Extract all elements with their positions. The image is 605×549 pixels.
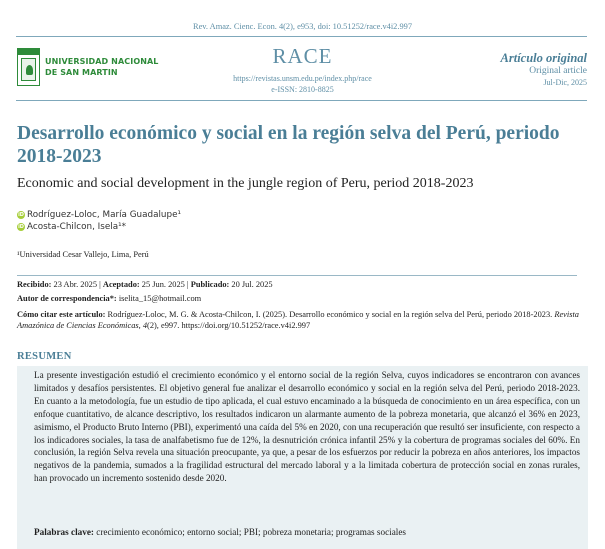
journal-name: RACE <box>272 44 333 68</box>
journal-url[interactable]: https://revistas.unsm.edu.pe/index.php/race <box>233 74 372 83</box>
citation-journal: Revista Amazónica de Ciencias Económicas <box>17 310 579 330</box>
citation-reference: Rev. Amaz. Cienc. Econ. 4(2), e953, doi: 10.51252/race.v4i2.997 <box>192 22 413 31</box>
accepted-date: 25 Jun. 2025 <box>141 280 185 289</box>
abstract-text: La presente investigación estudió el crecimiento económico y el entorno social de la región Selva, cuyos indicadores se encontraron con avances limitados y desafíos persistentes. El objetivo general fue analizar el desarrollo económico y social en la región selva del Perú, periodo 2018-2023. En cuanto a la metodología, fue un estudio de tipo aplicada, el cual estuvo encaminado a la búsqueda de conocimiento en un área específica, con un enfoque cuantitativo, de alcance descriptivo, los resultados indicaron un alarmante aumento de la pobreza monetaria, que alcanzó el 36% en 2023, asimismo, el Producto Bruto Interno (PBI), experimentó una caída del 5% en 2020, con una recuperación que resultó ser insuficiente, con respecto a los indicadores sociales, la tasa de analfabetismo fue de 12%, la desnutrición crónica infantil 25% y la cobertura de programas sociales del 60%. En conclusión, la región Selva revela una situación preocupante, ya que, a pesar de los esfuerzos por reducir la pobreza en años anteriores, los impactos negativos de la pandemia, sumados a la fragilidad estructural del mercado laboral y a la limitada cobertura de protección social en zonas rurales, han provocado un incremento sostenido desde 2020. <box>34 370 580 484</box>
citation-doi[interactable]: (2), e997. https://doi.org/10.51252/race.v4i2.997 <box>147 321 311 330</box>
article-title-english: Economic and social development in the jungle region of Peru, period 2018-2023 <box>17 176 474 191</box>
university-logo <box>17 48 159 86</box>
how-to-cite: Cómo citar este artículo: Rodríguez-Loloc, M. G. & Acosta-Chilcon, I. (2025). Desarrollo económico y social en la región selva del Perú, periodo 2018-2023. Revista Amazónica de Ciencias Económicas, 4(2), e997. https://doi.org/10.51252/race.v4i2.997 <box>17 310 579 330</box>
keywords <box>34 526 580 538</box>
correspondence-email[interactable]: iselita_15@hotmail.com <box>118 294 202 303</box>
header-divider <box>16 100 587 101</box>
university-name <box>45 56 159 78</box>
university-shield-icon <box>17 48 40 86</box>
citation-volume: 4 <box>142 321 148 330</box>
received-label: Recibido: <box>17 280 52 289</box>
top-divider <box>16 36 587 37</box>
article-type-block <box>501 51 587 88</box>
orcid-icon[interactable]: iD <box>18 224 24 230</box>
published-label: Publicado: <box>190 280 230 289</box>
university-name-line2: DE SAN MARTIN <box>45 68 118 77</box>
orcid-icon[interactable]: iD <box>18 212 24 218</box>
author-name: Acosta-Chilcon, Isela <box>27 222 119 232</box>
journal-issn: e-ISSN: 2810-8825 <box>271 84 334 94</box>
how-to-cite-label: Cómo citar este artículo: <box>17 310 106 319</box>
citation-text: Rodríguez-Loloc, M. G. & Acosta-Chilcon, I. (2025). Desarrollo económico y social en la región selva del Perú, periodo 2018-2023. <box>107 310 553 319</box>
author-item[interactable] <box>17 221 181 233</box>
correspondence <box>17 293 587 304</box>
publication-dates: Recibido: 23 Abr. 2025 | Aceptado: 25 Jun. 2025 | Publicado: 20 Jul. 2025 <box>17 280 273 289</box>
author-mark: ¹* <box>118 222 127 232</box>
journal-block <box>200 44 405 95</box>
affiliation: ¹Universidad Cesar Vallejo, Lima, Perú <box>17 250 149 259</box>
author-name: Rodríguez-Loloc, María Guadalupe <box>27 210 178 220</box>
article-type-en: Original article <box>529 66 587 76</box>
author-item[interactable] <box>17 209 181 221</box>
received-date: 23 Abr. 2025 <box>53 280 98 289</box>
keywords-label: Palabras clave: <box>34 527 94 537</box>
correspondence-label: Autor de correspondencia*: <box>17 294 117 303</box>
accepted-label: Aceptado: <box>102 280 140 289</box>
author-list <box>17 209 181 233</box>
meta-divider <box>17 275 577 276</box>
issue-period: Jul-Dic, 2025 <box>543 78 587 87</box>
keywords-list: crecimiento económico; entorno social; PBI; pobreza monetaria; programas sociales <box>96 527 406 537</box>
abstract-heading: RESUMEN <box>17 351 72 362</box>
article-type: Artículo original <box>500 51 587 65</box>
published-date: 20 Jul. 2025 <box>231 280 273 289</box>
university-name-line1: UNIVERSIDAD NACIONAL <box>45 57 159 66</box>
article-title: Desarrollo económico y social en la región selva del Perú, periodo 2018-2023 <box>17 123 560 167</box>
author-mark: ¹ <box>177 210 182 220</box>
